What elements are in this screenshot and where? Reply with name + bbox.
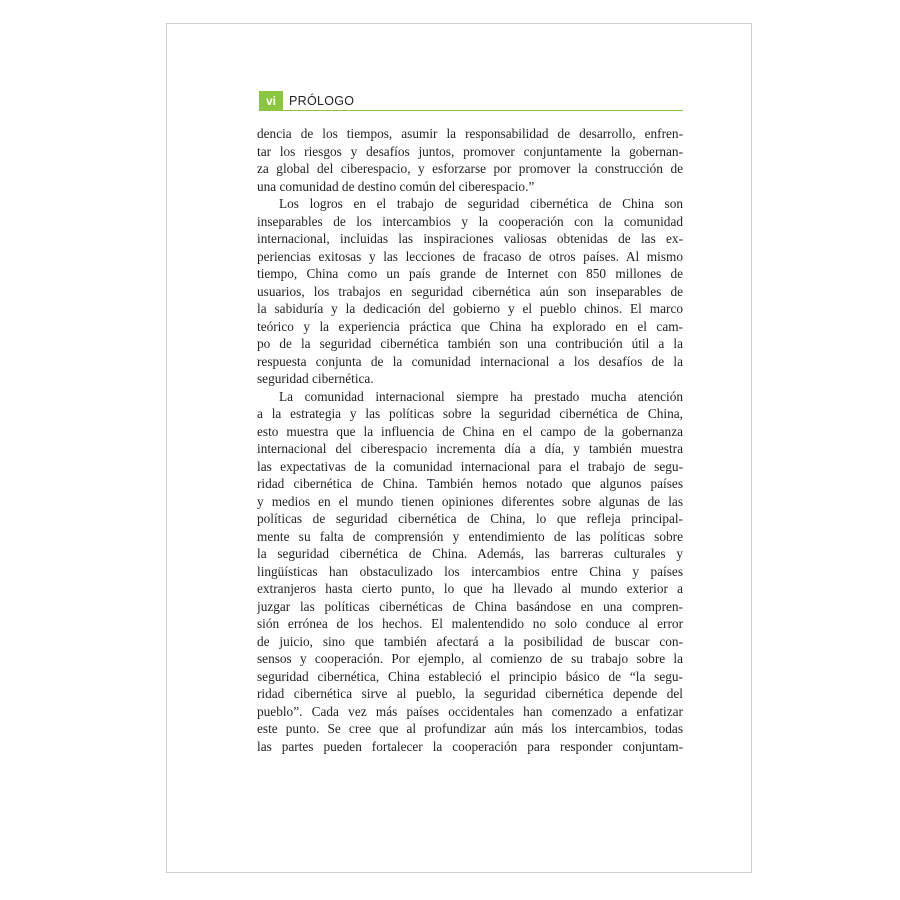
text-line: ridad cibernética de China. También hemos notado que algunos países xyxy=(257,476,683,491)
text-line: dencia de los tiempos, asumir la responsabilidad de desarrollo, enfren- xyxy=(257,126,683,141)
text-line: lingüísticas han obstaculizado los intercambios entre China y países xyxy=(257,563,683,579)
paragraph xyxy=(257,125,683,195)
text-line: inseparables de los intercambios y la cooperación con la comunidad xyxy=(257,213,683,229)
text-line: teórico y la experiencia práctica que China ha explorado en el cam- xyxy=(257,318,683,334)
text-line: periencias exitosas y las lecciones de fracaso de otros países. Al mismo xyxy=(257,248,683,264)
text-line: La comunidad internacional siempre ha prestado mucha atención xyxy=(279,388,683,404)
text-line: juzgar las políticas cibernéticas de China basándose en una compren- xyxy=(257,598,683,614)
text-line: seguridad cibernética. xyxy=(257,371,374,386)
page-number: vi xyxy=(259,91,283,111)
text-line: la seguridad cibernética de China. Además, las barreras culturales y xyxy=(257,546,683,561)
header-rule xyxy=(259,110,683,111)
text-line: una comunidad de destino común del ciberespacio.” xyxy=(257,178,535,194)
text-line: tar los riesgos y desafíos juntos, promover conjuntamente la gobernan- xyxy=(257,143,683,159)
book-page xyxy=(166,23,752,873)
text-line: sensos y cooperación. Por ejemplo, al comienzo de su trabajo sobre la xyxy=(257,651,683,666)
text-line: sión errónea de los hechos. El malentendido no solo conduce al error xyxy=(257,616,683,631)
text-line: usuarios, los trabajos en seguridad cibernética aún son inseparables de xyxy=(257,283,683,299)
body-text xyxy=(257,125,683,755)
text-line: las partes pueden fortalecer la cooperación para responder conjuntam- xyxy=(257,738,683,754)
text-line: la sabiduría y la dedicación del gobierno y el pueblo chinos. El marco xyxy=(257,301,683,316)
text-line: respuesta conjunta de la comunidad internacional a los desafíos de la xyxy=(257,353,683,369)
text-line: y medios en el mundo tienen opiniones diferentes sobre algunas de las xyxy=(257,493,683,509)
running-header xyxy=(259,91,683,111)
text-line: de juicio, sino que también afectará a la posibilidad de buscar con- xyxy=(257,633,683,649)
text-line: este punto. Se cree que al profundizar aún más los intercambios, todas xyxy=(257,721,683,736)
text-line: seguridad cibernética, China estableció el principio básico de “la segu- xyxy=(257,668,683,684)
text-line: extranjeros hasta cierto punto, lo que ha llevado al mundo exterior a xyxy=(257,581,683,596)
text-line: las expectativas de la comunidad internacional para el trabajo de segu- xyxy=(257,458,683,474)
text-line: po de la seguridad cibernética también son una contribución útil a la xyxy=(257,336,683,351)
text-line: mente su falta de comprensión y entendimiento de las políticas sobre xyxy=(257,528,683,544)
text-line: ridad cibernética sirve al pueblo, la seguridad cibernética depende del xyxy=(257,686,683,701)
text-line: Los logros en el trabajo de seguridad cibernética de China son xyxy=(279,196,683,211)
text-line: za global del ciberespacio, y esforzarse por promover la construcción de xyxy=(257,161,683,176)
text-line: tiempo, China como un país grande de Internet con 850 millones de xyxy=(257,266,683,281)
text-line: políticas de seguridad cibernética de China, lo que refleja principal- xyxy=(257,511,683,526)
text-line: esto muestra que la influencia de China en el campo de la gobernanza xyxy=(257,423,683,439)
text-line: pueblo”. Cada vez más países occidentales han comenzado a enfatizar xyxy=(257,703,683,719)
paragraph xyxy=(257,388,683,756)
section-title: PRÓLOGO xyxy=(289,94,355,108)
text-line: internacional del ciberespacio incrementa día a día, y también muestra xyxy=(257,441,683,456)
paragraph xyxy=(257,195,683,388)
text-line: internacional, incluidas las inspiraciones valiosas obtenidas de las ex- xyxy=(257,231,683,246)
text-line: a la estrategia y las políticas sobre la seguridad cibernética de China, xyxy=(257,406,683,421)
